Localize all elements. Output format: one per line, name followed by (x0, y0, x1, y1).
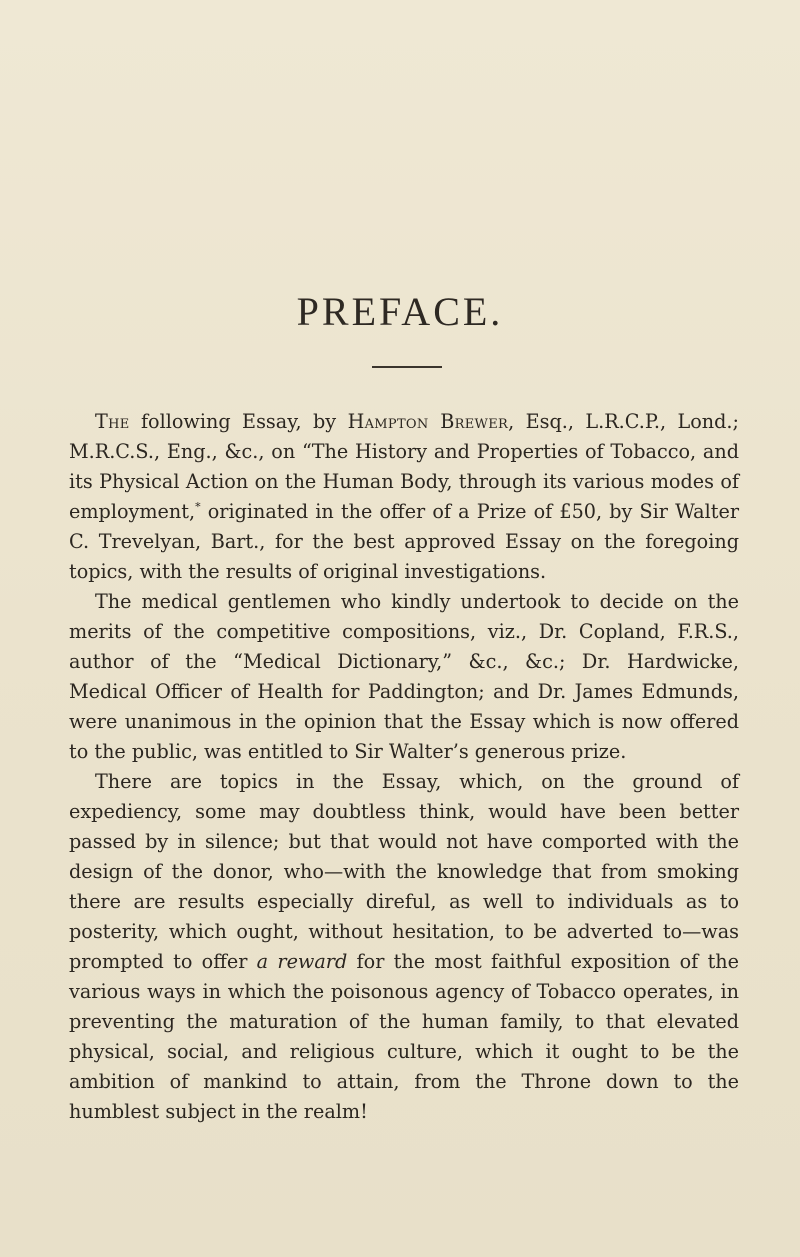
paragraph-1-lead: The (95, 410, 130, 433)
paragraph-1-text-a: following Essay, by (129, 410, 348, 433)
paragraph-3-text-b: for the most faithful exposition of the various ways in which the poisonous agency of Tobacco operates, in preventing the maturation of the human family, to that elevated physical, social, and religious culture, which it ought to be the ambition of mankind to attain, from the Throne down to the humblest subject in the realm! (69, 950, 739, 1123)
title-divider (372, 366, 442, 368)
preface-body (69, 407, 739, 1127)
paragraph-3 (69, 767, 739, 1127)
paragraph-1-text-c: originated in the offer of a Prize of £50, by Sir Walter C. Trevelyan, Bart., for the best approved Essay on the foregoing topics, with the results of original investigations. (69, 500, 739, 583)
emphasis-reward: a reward (256, 950, 348, 973)
paragraph-1 (69, 407, 739, 587)
footnote-marker: * (195, 500, 201, 514)
author-name: Hampton Brewer (347, 410, 509, 433)
paragraph-2: The medical gentlemen who kindly undertook to decide on the merits of the competitive compositions, viz., Dr. Copland, F.R.S., author of the “Medical Dictionary,” &c., &c.; Dr. Hardwicke, Medical Officer of Health for Paddington; and Dr. James Edmunds, were unanimous in the opinion that the Essay which is now offered to the public, was entitled to Sir Walter’s generous prize. (69, 590, 739, 763)
page-title: PREFACE. (296, 289, 504, 334)
paragraph-1-text-b: , Esq., L.R.C.P., Lond.; M.R.C.S., Eng., &c., on “The History and Properties of Tobacco, and its Physical Action on the Human Body, through its various modes of employment, (69, 410, 739, 523)
paragraph-3-text-a: There are topics in the Essay, which, on the ground of expediency, some may doubtless think, would have been better passed by in silence; but that would not have comported with the design of the donor, who—with the knowledge that from smoking there are results especially direful, as well to individuals as to posterity, which ought, without hesitation, to be adverted to—was prompted to offer (69, 770, 739, 973)
